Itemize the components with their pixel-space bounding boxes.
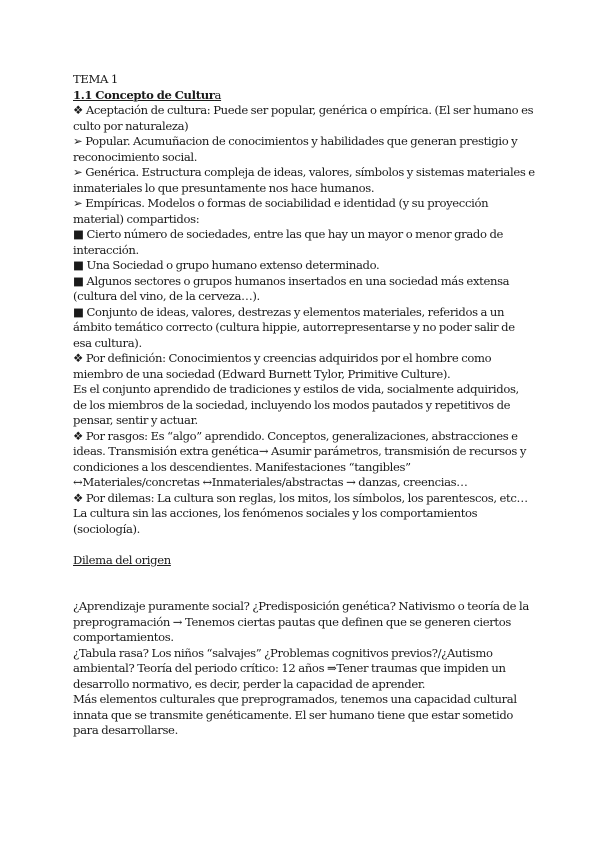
spacer: [73, 584, 535, 600]
paragraph: ➢ Genérica. Estructura compleja de ideas, valores, símbolos y sistemas materiales e inmateriales lo que presuntamente nos hace humanos.: [73, 165, 535, 195]
section-heading-text: 1.1 Concepto de Cultur: [73, 87, 215, 102]
paragraph: ❖ Aceptación de cultura: Puede ser popular, genérica o empírica. (El ser humano es culto por naturaleza): [73, 103, 534, 133]
paragraph: ■ Cierto número de sociedades, entre las que hay un mayor o menor grado de interacción.: [73, 227, 504, 257]
paragraph: Más elementos culturales que preprogramados, tenemos una capacidad cultural innata que se transmite genéticamente. El ser humano tiene que estar sometido para desarrollarse.: [73, 692, 517, 737]
paragraph: ■ Algunos sectores o grupos humanos insertados en una sociedad más extensa (cultura del vino, de la cerveza…).: [73, 273, 510, 303]
paragraph: ■ Una Sociedad o grupo humano extenso determinado.: [73, 258, 380, 272]
section-heading: [73, 88, 535, 104]
spacer: [73, 568, 535, 584]
section-heading-tail: a: [214, 87, 222, 102]
document-page: [73, 72, 535, 739]
paragraph: ¿Aprendizaje puramente social? ¿Predisposición genética? Nativismo o teoría de la preprogramación → Tenemos ciertas pautas que definen que se generen ciertos comportamientos.: [73, 599, 529, 644]
document-title: TEMA 1: [73, 72, 118, 86]
paragraph: ❖ Por definición: Conocimientos y creencias adquiridos por el hombre como miembro de una sociedad (Edward Burnett Tylor, Primitive Culture).: [73, 351, 492, 381]
paragraph: ➢ Empíricas. Modelos o formas de sociabilidad e identidad (y su proyección material) compartidos:: [73, 196, 489, 226]
paragraph: ➢ Popular. Acumuñacion de conocimientos y habilidades que generan prestigio y reconocimiento social.: [73, 134, 518, 164]
paragraph: ¿Tabula rasa? Los niños “salvajes” ¿Problemas cognitivos previos?/¿Autismo ambiental? Teoría del periodo crítico: 12 años ⇒Tener traumas que impiden un desarrollo normativo, es decir, perder la capacidad de aprender.: [73, 645, 506, 691]
spacer: [73, 537, 535, 553]
paragraph: ■ Conjunto de ideas, valores, destrezas y elementos materiales, referidos a un ámbito temático correcto (cultura hippie, autorrepresentarse y no poder salir de esa cultura).: [73, 304, 515, 350]
paragraph: ❖ Por rasgos: Es “algo” aprendido. Conceptos, generalizaciones, abstracciones e ideas. Transmisión extra genética→ Asumir parámetros, transmisión de recursos y condiciones a los descendientes. Manifestaciones “tangibles” ↔Materiales/concretas ↔Inmateriales/abstractas → danzas, creencias…: [73, 428, 527, 489]
paragraph: ❖ Por dilemas: La cultura son reglas, los mitos, los símbolos, los parentescos, etc… La cultura sin las acciones, los fenómenos sociales y los comportamientos (sociología).: [73, 490, 528, 536]
subsection-title: Dilema del origen: [73, 552, 171, 567]
paragraph: Es el conjunto aprendido de tradiciones y estilos de vida, socialmente adquiridos, de los miembros de la sociedad, incluyendo los modos pautados y repetitivos de pensar, sentir y actuar.: [73, 382, 519, 427]
